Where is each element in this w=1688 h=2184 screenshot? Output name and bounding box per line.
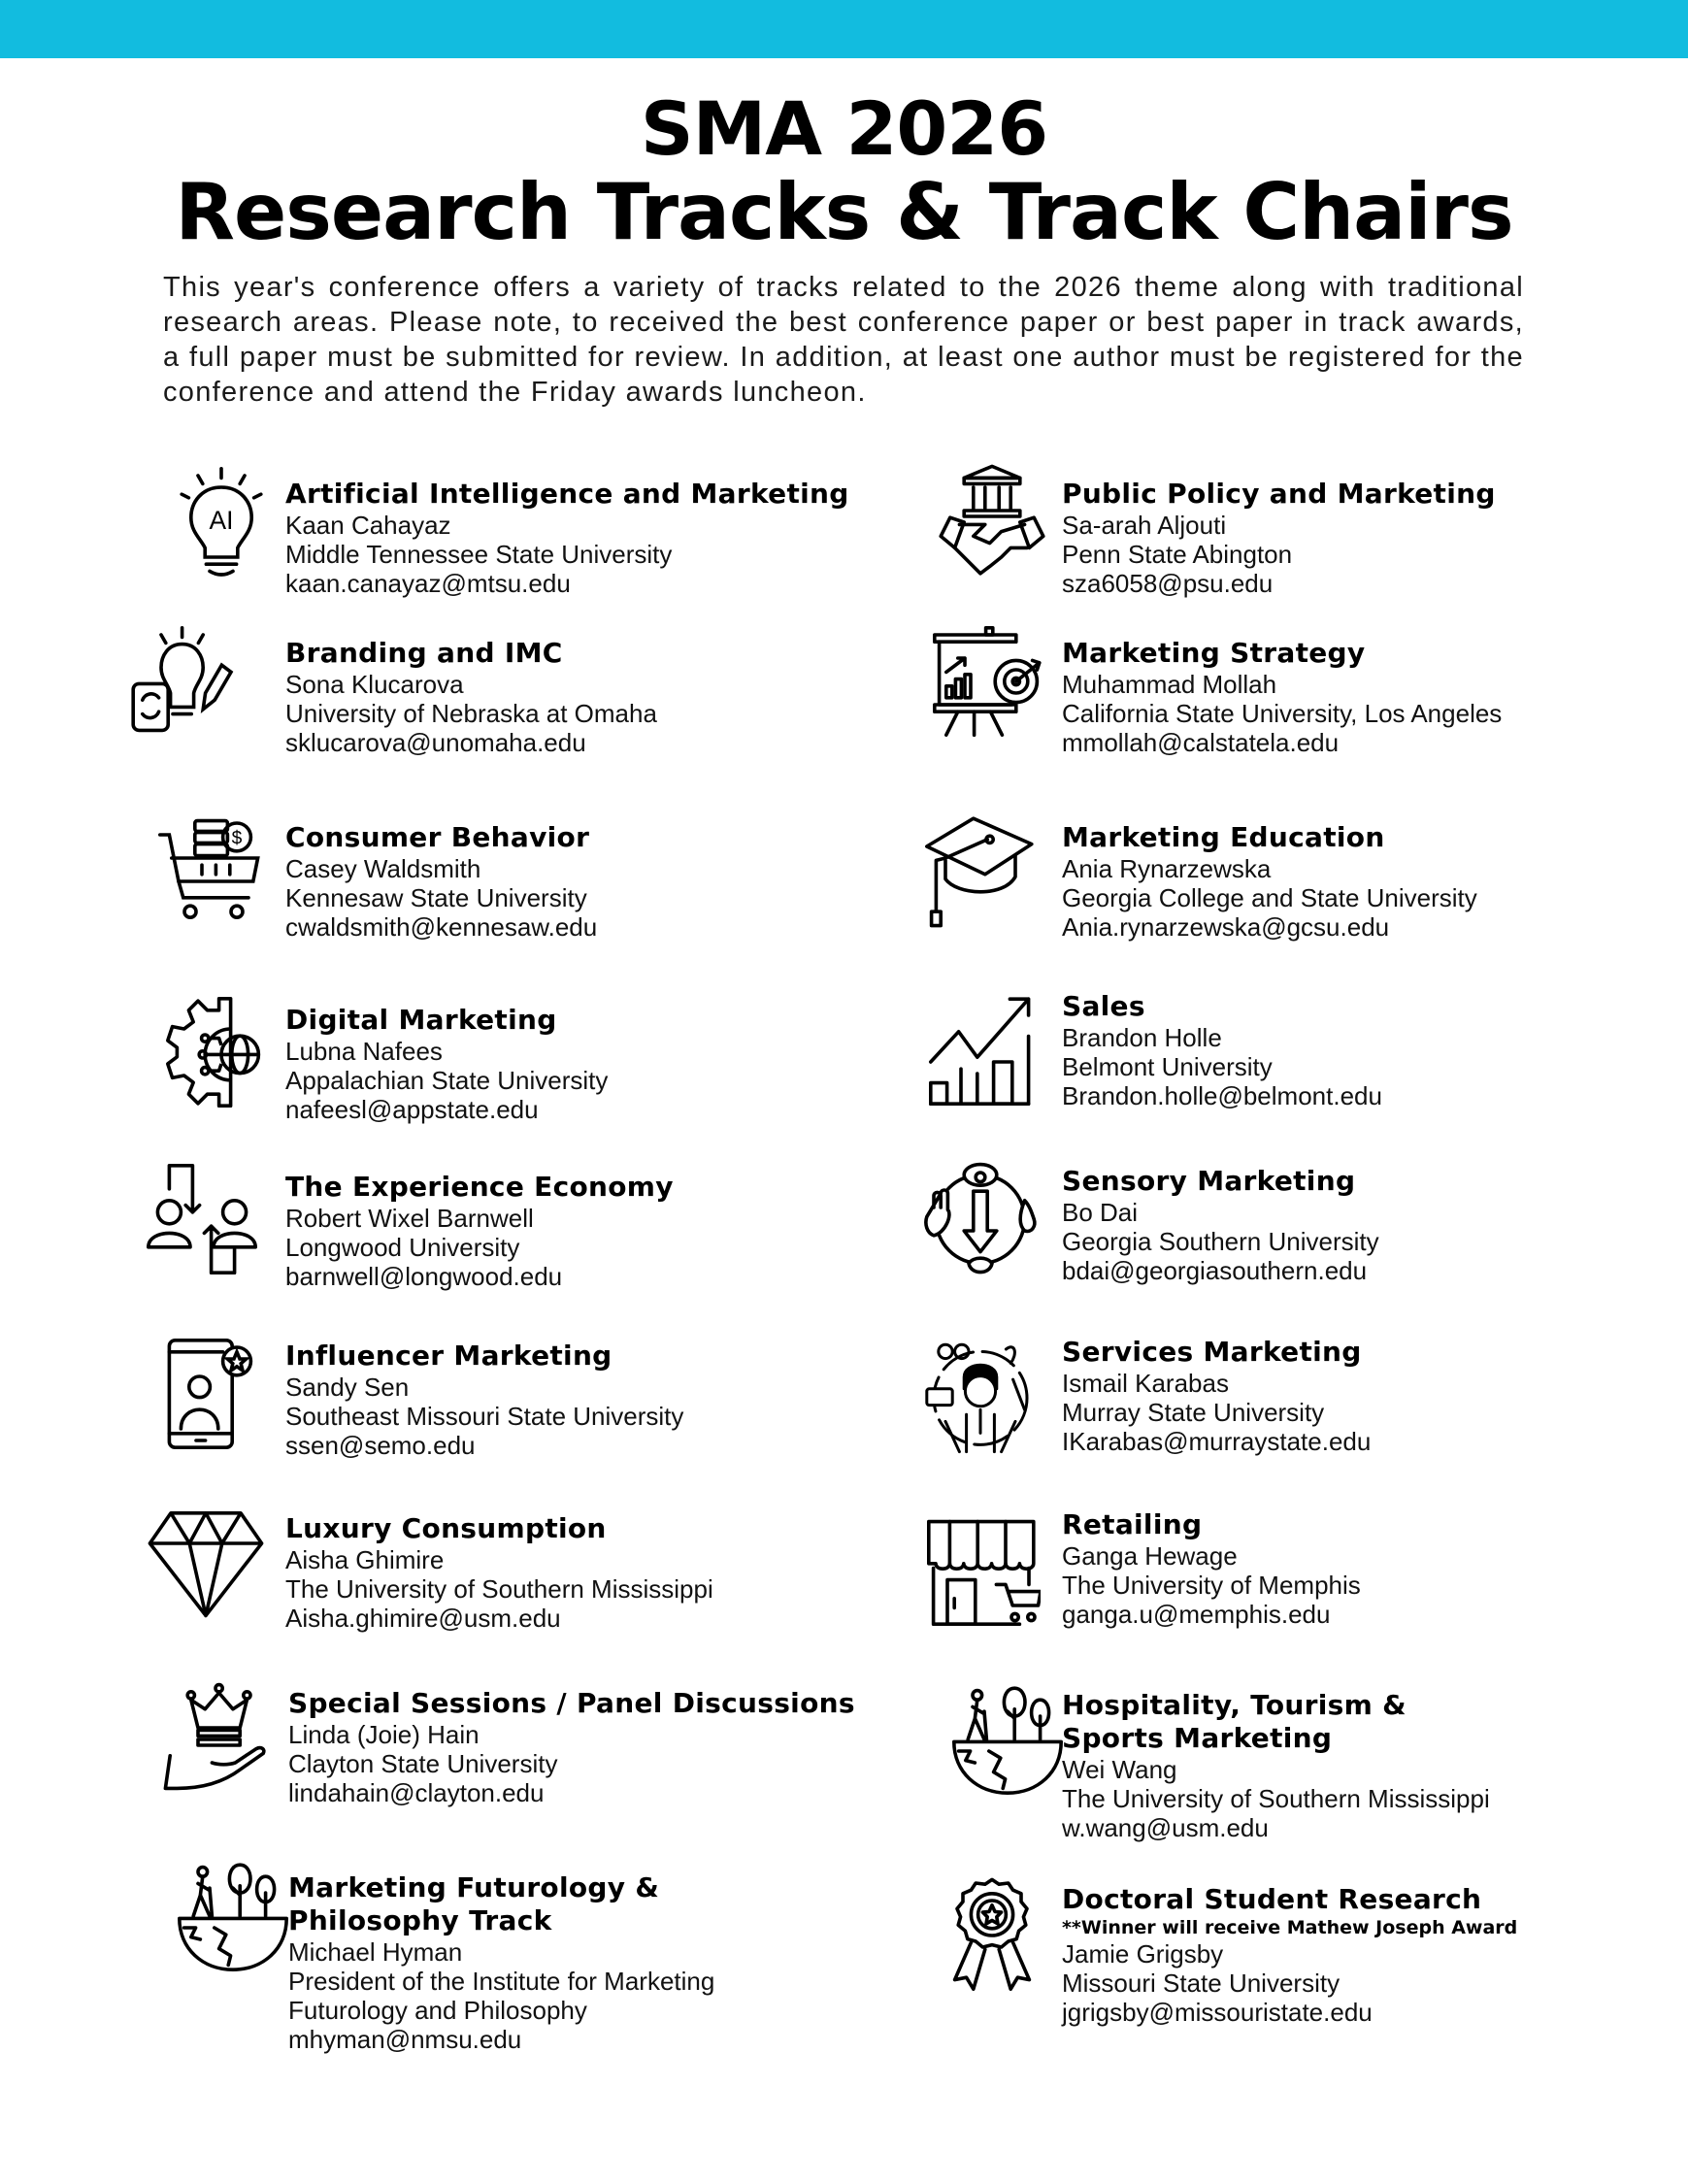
track-branding-imc (285, 637, 657, 757)
track-chair: Robert Wixel Barnwell (285, 1204, 534, 1233)
track-email[interactable]: cwaldsmith@kennesaw.edu (285, 912, 598, 942)
track-affiliation: Appalachian State University (285, 1066, 609, 1095)
track-chair: Sandy Sen (285, 1373, 410, 1402)
track-ai-marketing (285, 478, 849, 598)
idea-pencil-icon (126, 623, 243, 740)
track-name: Branding and IMC (285, 637, 563, 669)
track-chair: Michael Hyman (288, 1937, 463, 1967)
government-handshake-icon (934, 464, 1050, 580)
track-affiliation: University of Nebraska at Omaha (285, 699, 657, 728)
track-name: Sensory Marketing (1062, 1165, 1356, 1197)
track-doctoral-research (1062, 1883, 1517, 2027)
track-chair: Sa-arah Aljouti (1062, 511, 1227, 540)
track-chair: Kaan Cahayaz (285, 511, 451, 540)
track-hospitality-tourism (1062, 1689, 1490, 1842)
title-line-2: Research Tracks & Track Chairs (175, 167, 1513, 257)
track-email[interactable]: sklucarova@unomaha.edu (285, 728, 586, 757)
track-chair: Muhammad Mollah (1062, 670, 1277, 699)
presentation-target-icon (930, 623, 1046, 740)
track-marketing-strategy (1062, 637, 1502, 757)
growth-chart-icon (926, 992, 1043, 1109)
title-line-1: SMA 2026 (640, 85, 1048, 172)
track-name: Marketing Strategy (1062, 637, 1366, 669)
track-name: Public Policy and Marketing (1062, 478, 1496, 510)
track-affiliation-line-1: President of the Institute for Marketing (288, 1967, 715, 1996)
track-consumer-behavior (285, 821, 597, 942)
track-affiliation: Murray State University (1062, 1398, 1325, 1427)
ai-lightbulb-icon (163, 464, 280, 580)
crown-hand-icon (163, 1681, 280, 1798)
track-email[interactable]: ganga.u@memphis.edu (1062, 1600, 1331, 1629)
track-name: Luxury Consumption (285, 1512, 607, 1544)
track-name-line-1: Hospitality, Tourism & (1062, 1689, 1407, 1721)
track-name: Marketing Education (1062, 821, 1385, 853)
track-email[interactable]: w.wang@usm.edu (1062, 1813, 1269, 1842)
track-affiliation: The University of Southern Mississippi (285, 1574, 713, 1604)
track-name-line-1: Marketing Futurology & (288, 1871, 660, 1903)
track-email[interactable]: IKarabas@murraystate.edu (1062, 1427, 1372, 1456)
customer-service-icon (922, 1338, 1039, 1454)
track-affiliation: Georgia Southern University (1062, 1227, 1379, 1256)
track-retailing (1062, 1508, 1361, 1629)
track-email[interactable]: sza6058@psu.edu (1062, 569, 1274, 598)
track-name: Consumer Behavior (285, 821, 590, 853)
track-affiliation: Southeast Missouri State University (285, 1402, 684, 1431)
track-affiliation: Belmont University (1062, 1052, 1273, 1081)
track-affiliation: Longwood University (285, 1233, 520, 1262)
track-name: Artificial Intelligence and Marketing (285, 478, 849, 510)
track-email[interactable]: Brandon.holle@belmont.edu (1062, 1081, 1382, 1110)
track-affiliation: The University of Memphis (1062, 1571, 1361, 1600)
track-affiliation: Clayton State University (288, 1749, 558, 1778)
award-ribbon-icon (934, 1877, 1050, 1994)
track-affiliation: California State University, Los Angeles (1062, 699, 1503, 728)
track-chair: Ismail Karabas (1062, 1369, 1229, 1398)
track-affiliation: Missouri State University (1062, 1969, 1340, 1998)
digital-gear-icon (163, 994, 280, 1110)
track-name: Doctoral Student Research (1062, 1883, 1482, 1915)
track-digital-marketing (285, 1004, 608, 1124)
track-experience-economy (285, 1171, 674, 1291)
track-chair: Ganga Hewage (1062, 1541, 1238, 1571)
track-chair: Casey Waldsmith (285, 854, 481, 883)
track-name: Retailing (1062, 1508, 1203, 1540)
track-chair: Lubna Nafees (285, 1037, 443, 1066)
track-email[interactable]: mmollah@calstatela.edu (1062, 728, 1340, 757)
track-name-line-2: Philosophy Track (288, 1904, 552, 1936)
track-name-line-2: Sports Marketing (1062, 1722, 1333, 1754)
track-email[interactable]: barnwell@longwood.edu (285, 1262, 563, 1291)
track-name: Sales (1062, 990, 1145, 1022)
track-affiliation: The University of Southern Mississippi (1062, 1784, 1490, 1813)
track-sales (1062, 990, 1382, 1110)
track-name: The Experience Economy (285, 1171, 674, 1203)
hiker-earth-icon (175, 1858, 291, 1974)
top-banner (0, 0, 1688, 58)
track-influencer-marketing (285, 1340, 683, 1460)
diamond-icon (148, 1508, 264, 1625)
svg-text:$: $ (231, 828, 243, 849)
track-chair: Aisha Ghimire (285, 1545, 445, 1574)
track-email[interactable]: Ania.rynarzewska@gcsu.edu (1062, 912, 1390, 942)
track-email[interactable]: jgrigsby@missouristate.edu (1062, 1998, 1373, 2027)
five-senses-icon (922, 1161, 1039, 1277)
track-email[interactable]: ssen@semo.edu (285, 1431, 476, 1460)
svg-text:AI: AI (209, 506, 234, 536)
track-name: Services Marketing (1062, 1336, 1362, 1368)
track-email[interactable]: bdai@georgiasouthern.edu (1062, 1256, 1368, 1285)
track-chair: Brandon Holle (1062, 1023, 1222, 1052)
track-email[interactable]: Aisha.ghimire@usm.edu (285, 1604, 561, 1633)
track-email[interactable]: kaan.canayaz@mtsu.edu (285, 569, 571, 598)
track-affiliation-line-2: Futurology and Philosophy (288, 1996, 587, 2025)
hiker-earth-icon (949, 1681, 1066, 1798)
graduation-cap-icon (922, 811, 1039, 928)
track-public-policy (1062, 478, 1496, 598)
storefront-icon (924, 1512, 1041, 1629)
track-affiliation: Georgia College and State University (1062, 883, 1477, 912)
track-affiliation: Penn State Abington (1062, 540, 1293, 569)
track-chair: Linda (Joie) Hain (288, 1720, 480, 1749)
shopping-cart-icon (155, 811, 272, 928)
page-title (0, 85, 1688, 257)
intro-paragraph: This year's conference offers a variety of tracks related to the 2026 theme along with traditional research areas. Please note, to received the best conference paper or best paper in track awards, a full paper must be submitted for review. In addition, at least one author must be registered for the conference and attend the Friday awards luncheon. (163, 272, 1524, 408)
track-chair: Jamie Grigsby (1062, 1939, 1224, 1969)
track-services-marketing (1062, 1336, 1371, 1456)
track-chair: Wei Wang (1062, 1755, 1177, 1784)
award-note: **Winner will receive Mathew Joseph Award (1062, 1917, 1518, 1938)
track-name: Influencer Marketing (285, 1340, 612, 1372)
track-email[interactable]: mhyman@nmsu.edu (288, 2025, 522, 2054)
track-affiliation: Kennesaw State University (285, 883, 587, 912)
track-special-sessions (288, 1687, 855, 1807)
track-luxury-consumption (285, 1512, 713, 1633)
track-name: Special Sessions / Panel Discussions (288, 1687, 855, 1719)
track-chair: Ania Rynarzewska (1062, 854, 1272, 883)
track-chair: Bo Dai (1062, 1198, 1139, 1227)
track-chair: Sona Klucarova (285, 670, 464, 699)
track-sensory-marketing (1062, 1165, 1379, 1285)
track-name: Digital Marketing (285, 1004, 557, 1036)
phone-influencer-icon (155, 1336, 272, 1452)
track-marketing-education (1062, 821, 1477, 942)
track-marketing-futurology (288, 1871, 714, 2054)
people-exchange-icon (144, 1161, 260, 1277)
track-email[interactable]: lindahain@clayton.edu (288, 1778, 545, 1807)
track-email[interactable]: nafeesl@appstate.edu (285, 1095, 539, 1124)
track-affiliation: Middle Tennessee State University (285, 540, 673, 569)
